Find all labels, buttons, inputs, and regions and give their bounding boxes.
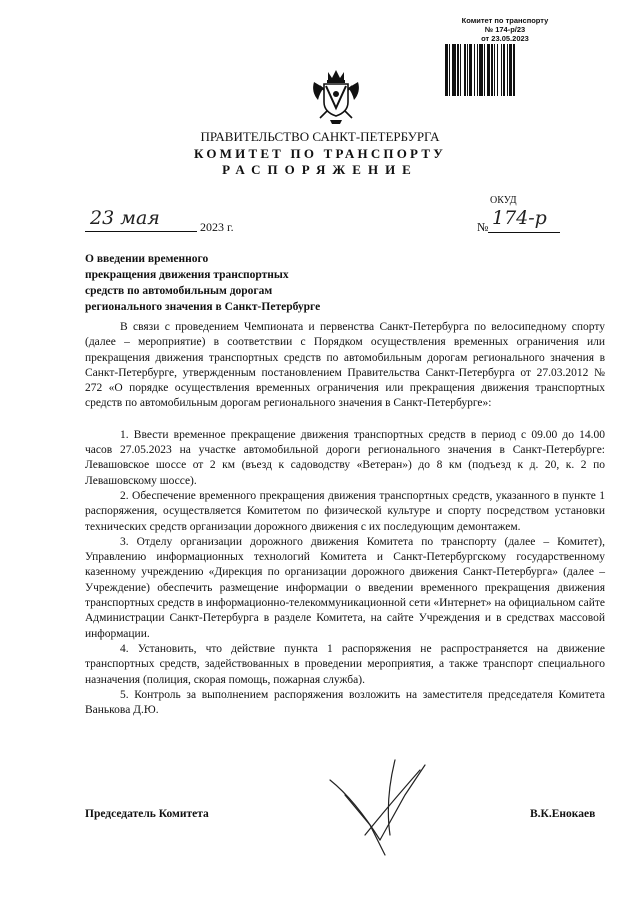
subject-line: средств по автомобильным дорогам xyxy=(85,285,273,297)
date-year: 2023 г. xyxy=(200,220,234,234)
okud-label: ОКУД xyxy=(490,195,517,206)
clause-paragraph: 2. Обеспечение временного прекращения движения транспортных средств, указанного в пункте 1 распоряжения, осуществляется Комитетом по физической культуре и спорту посредством установки технических средств организации дорожного движения с их последующим демонтажем. xyxy=(85,489,605,533)
document-type: РАСПОРЯЖЕНИЕ xyxy=(222,162,418,177)
coat-of-arms-icon xyxy=(310,64,362,126)
handwritten-date: 23 мая xyxy=(90,207,160,229)
document-subject xyxy=(85,251,385,315)
document-body xyxy=(85,320,605,718)
subject-line: прекращения движения транспортных xyxy=(85,269,289,281)
stamp-line-org: Комитет по транспорту xyxy=(461,16,549,25)
committee-title: КОМИТЕТ ПО ТРАНСПОРТУ xyxy=(194,146,446,161)
clause-paragraph: 5. Контроль за выполнением распоряжения возложить на заместителя председателя Комитета Ванькова Д.Ю. xyxy=(85,688,605,717)
handwritten-signature xyxy=(325,740,435,860)
number-label: № xyxy=(477,220,489,234)
signatory-position: Председатель Комитета xyxy=(85,808,209,820)
handwritten-number: 174-р xyxy=(492,207,547,229)
stamp-line-date: от 23.05.2023 xyxy=(481,34,529,43)
clause-paragraph: 3. Отделу организации дорожного движения Комитета по транспорту (далее – Комитет), Управлению информационных технологий Комитета и Санкт-Петербургскому государственному казенному учреждению «Дирекция по организации дорожного движения Санкт-Петербурга» (далее – Учреждение) обеспечить размещение информации о введении временного прекращения движения транспортных средств в информационно-телекоммуникационной сети «Интернет» на официальном сайте Администрации Санкт-Петербурга в разделе Комитета, на сайте Учреждения и в средствах массовой информации. xyxy=(85,535,605,640)
barcode xyxy=(445,44,562,96)
government-title: ПРАВИТЕЛЬСТВО САНКТ-ПЕТЕРБУРГА xyxy=(200,129,440,144)
registration-stamp xyxy=(450,16,560,43)
stamp-line-number: № 174-р/23 xyxy=(484,25,526,34)
subject-line: регионального значения в Санкт-Петербурге xyxy=(85,301,321,313)
subject-line: О введении временного xyxy=(85,253,209,265)
preamble-paragraph: В связи с проведением Чемпионата и первенства Санкт-Петербурга по велосипедному спорту (далее – мероприятие) в соответствии с Порядком осуществления временных ограничения или прекращения движения транспортных средств по автомобильным дорогам регионального значения в Санкт-Петербурге, утвержденным постановлением Правительства Санкт-Петербурга от 27.03.2012 № 272 «О порядке осуществления временных ограничения или прекращения движения транспортных средств по автомобильным дорогам регионального значения в Санкт-Петербурге»: xyxy=(85,321,605,410)
signatory-name: В.К.Енокаев xyxy=(530,808,596,820)
clause-paragraph: 4. Установить, что действие пункта 1 распоряжения не распространяется на движение транспортных средств, задействованных в проведении мероприятия, а также транспорт специального назначения (полиция, скорая помощь, пожарная служба). xyxy=(85,642,605,686)
clause-paragraph: 1. Ввести временное прекращение движения транспортных средств в период с 09.00 до 14.00 часов 27.05.2023 на участке автомобильной дороги регионального значения в Санкт-Петербурге: Левашовское шоссе от 2 км (въезд к садоводству «Ветеран») до 8 км (подъезд к д. 20, к. 2 по Левашовскому шоссе). xyxy=(85,428,605,487)
